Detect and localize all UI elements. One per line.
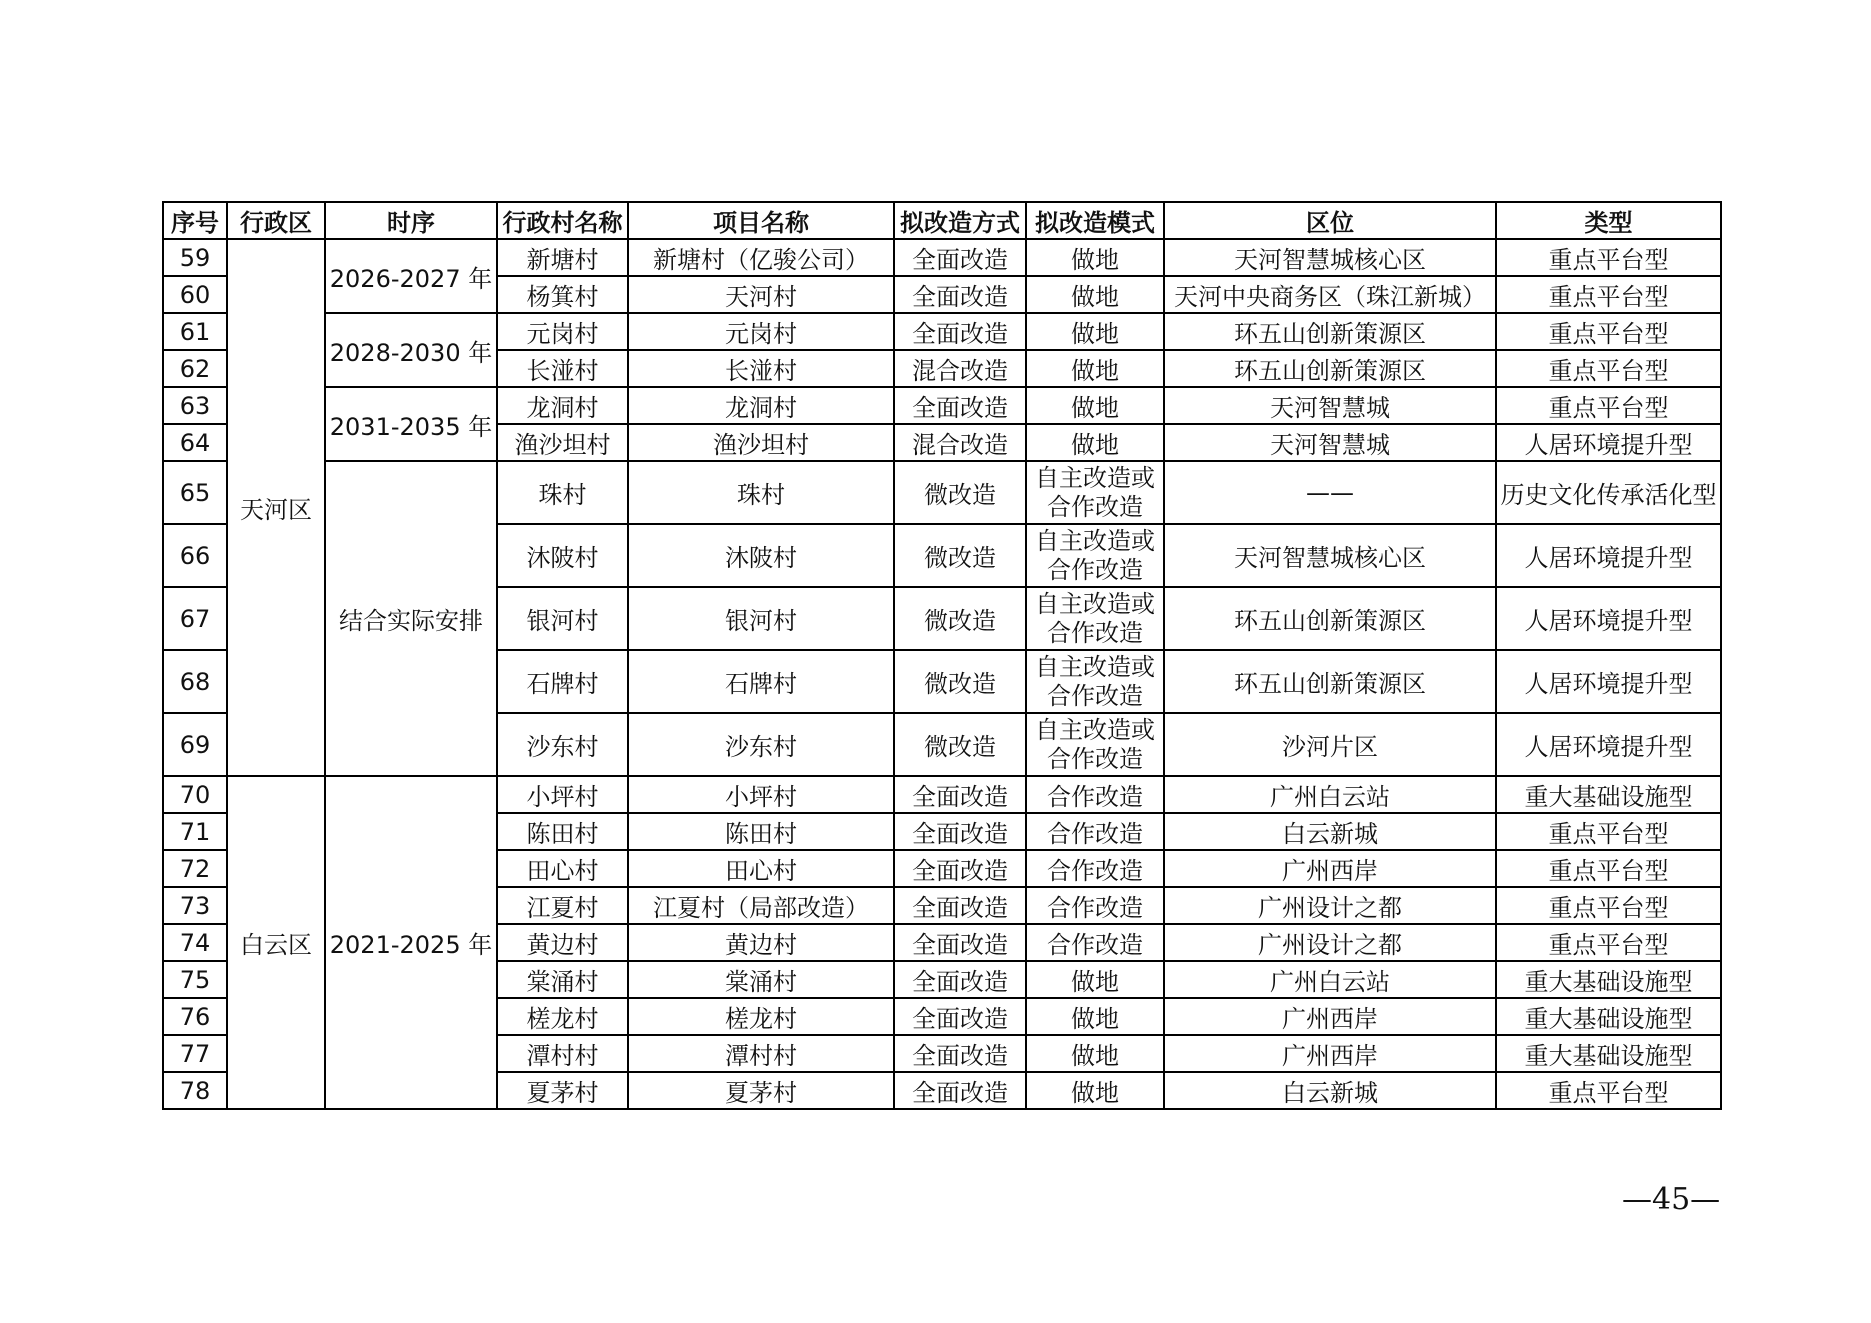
project-name: 陈田村 <box>628 813 894 850</box>
project-type: 重点平台型 <box>1496 887 1721 924</box>
row-number: 59 <box>163 239 227 276</box>
period-cell: 2021-2025 年 <box>325 776 497 1109</box>
header-cell-village: 行政村名称 <box>497 202 628 239</box>
project-name: 龙洞村 <box>628 387 894 424</box>
renovation-mode: 合作改造 <box>1026 850 1164 887</box>
project-type: 人居环境提升型 <box>1496 650 1721 713</box>
village-name: 元岗村 <box>497 313 628 350</box>
village-name: 沙东村 <box>497 713 628 776</box>
period-cell: 2031-2035 年 <box>325 387 497 461</box>
header-cell-district: 行政区 <box>227 202 325 239</box>
location: 天河智慧城核心区 <box>1164 524 1496 587</box>
project-name: 新塘村（亿骏公司） <box>628 239 894 276</box>
row-number: 62 <box>163 350 227 387</box>
project-name: 长湴村 <box>628 350 894 387</box>
project-type: 重点平台型 <box>1496 924 1721 961</box>
project-name: 槎龙村 <box>628 998 894 1035</box>
village-name: 潭村村 <box>497 1035 628 1072</box>
row-number: 77 <box>163 1035 227 1072</box>
renovation-method: 微改造 <box>894 524 1026 587</box>
district-cell: 白云区 <box>227 776 325 1109</box>
location: 广州设计之都 <box>1164 924 1496 961</box>
location: 广州西岸 <box>1164 998 1496 1035</box>
renovation-method: 全面改造 <box>894 313 1026 350</box>
village-name: 夏茅村 <box>497 1072 628 1109</box>
row-number: 69 <box>163 713 227 776</box>
location: 沙河片区 <box>1164 713 1496 776</box>
project-name: 小坪村 <box>628 776 894 813</box>
renovation-method: 微改造 <box>894 461 1026 524</box>
location: 广州西岸 <box>1164 850 1496 887</box>
project-type: 历史文化传承活化型 <box>1496 461 1721 524</box>
renovation-mode: 做地 <box>1026 1035 1164 1072</box>
village-name: 棠涌村 <box>497 961 628 998</box>
location: 天河智慧城 <box>1164 387 1496 424</box>
renovation-mode: 合作改造 <box>1026 813 1164 850</box>
row-number: 74 <box>163 924 227 961</box>
project-name: 沙东村 <box>628 713 894 776</box>
location: 天河中央商务区（珠江新城） <box>1164 276 1496 313</box>
renovation-method: 混合改造 <box>894 350 1026 387</box>
project-name: 夏茅村 <box>628 1072 894 1109</box>
project-name: 元岗村 <box>628 313 894 350</box>
renovation-mode: 自主改造或合作改造 <box>1026 587 1164 650</box>
location: 环五山创新策源区 <box>1164 587 1496 650</box>
table-row <box>163 313 1721 350</box>
renovation-mode: 合作改造 <box>1026 776 1164 813</box>
renovation-method: 微改造 <box>894 713 1026 776</box>
header-cell-location: 区位 <box>1164 202 1496 239</box>
project-type: 重点平台型 <box>1496 1072 1721 1109</box>
project-name: 黄边村 <box>628 924 894 961</box>
renovation-mode: 自主改造或合作改造 <box>1026 524 1164 587</box>
village-name: 长湴村 <box>497 350 628 387</box>
village-name: 江夏村 <box>497 887 628 924</box>
period-cell: 结合实际安排 <box>325 461 497 776</box>
location: —— <box>1164 461 1496 524</box>
renovation-mode: 做地 <box>1026 276 1164 313</box>
renovation-method: 全面改造 <box>894 813 1026 850</box>
renovation-mode: 做地 <box>1026 1072 1164 1109</box>
renovation-mode: 做地 <box>1026 424 1164 461</box>
project-type: 人居环境提升型 <box>1496 587 1721 650</box>
renovation-mode: 合作改造 <box>1026 924 1164 961</box>
location: 广州设计之都 <box>1164 887 1496 924</box>
table-row <box>163 239 1721 276</box>
renovation-mode: 做地 <box>1026 998 1164 1035</box>
renovation-method: 全面改造 <box>894 1035 1026 1072</box>
location: 白云新城 <box>1164 813 1496 850</box>
village-name: 珠村 <box>497 461 628 524</box>
village-name: 沐陂村 <box>497 524 628 587</box>
project-type: 重点平台型 <box>1496 813 1721 850</box>
village-name: 田心村 <box>497 850 628 887</box>
header-cell-project: 项目名称 <box>628 202 894 239</box>
project-name: 潭村村 <box>628 1035 894 1072</box>
renovation-method: 全面改造 <box>894 387 1026 424</box>
project-type: 重点平台型 <box>1496 239 1721 276</box>
project-type: 重大基础设施型 <box>1496 998 1721 1035</box>
row-number: 71 <box>163 813 227 850</box>
row-number: 64 <box>163 424 227 461</box>
renovation-mode: 做地 <box>1026 350 1164 387</box>
header-row <box>163 202 1721 239</box>
row-number: 61 <box>163 313 227 350</box>
table-row <box>163 461 1721 524</box>
village-name: 小坪村 <box>497 776 628 813</box>
location: 白云新城 <box>1164 1072 1496 1109</box>
row-number: 66 <box>163 524 227 587</box>
row-number: 75 <box>163 961 227 998</box>
project-type: 重点平台型 <box>1496 850 1721 887</box>
project-type: 重大基础设施型 <box>1496 961 1721 998</box>
page-number: —45— <box>1622 1182 1721 1217</box>
location: 广州白云站 <box>1164 776 1496 813</box>
village-name: 龙洞村 <box>497 387 628 424</box>
renovation-mode: 做地 <box>1026 239 1164 276</box>
project-name: 珠村 <box>628 461 894 524</box>
renovation-mode: 自主改造或合作改造 <box>1026 713 1164 776</box>
project-name: 石牌村 <box>628 650 894 713</box>
project-name: 银河村 <box>628 587 894 650</box>
location: 广州西岸 <box>1164 1035 1496 1072</box>
renovation-method: 全面改造 <box>894 776 1026 813</box>
renovation-method: 全面改造 <box>894 850 1026 887</box>
project-type: 重点平台型 <box>1496 313 1721 350</box>
renovation-mode: 自主改造或合作改造 <box>1026 461 1164 524</box>
project-type: 重点平台型 <box>1496 276 1721 313</box>
row-number: 70 <box>163 776 227 813</box>
renovation-mode: 自主改造或合作改造 <box>1026 650 1164 713</box>
project-type: 人居环境提升型 <box>1496 424 1721 461</box>
renovation-method: 全面改造 <box>894 961 1026 998</box>
period-cell: 2026-2027 年 <box>325 239 497 313</box>
village-name: 银河村 <box>497 587 628 650</box>
district-cell: 天河区 <box>227 239 325 776</box>
row-number: 78 <box>163 1072 227 1109</box>
renovation-mode: 做地 <box>1026 387 1164 424</box>
header-cell-mode: 拟改造模式 <box>1026 202 1164 239</box>
project-name: 天河村 <box>628 276 894 313</box>
renovation-mode: 做地 <box>1026 313 1164 350</box>
village-name: 渔沙坦村 <box>497 424 628 461</box>
period-cell: 2028-2030 年 <box>325 313 497 387</box>
renovation-method: 微改造 <box>894 587 1026 650</box>
row-number: 73 <box>163 887 227 924</box>
project-type: 人居环境提升型 <box>1496 713 1721 776</box>
row-number: 63 <box>163 387 227 424</box>
renovation-method: 微改造 <box>894 650 1026 713</box>
renovation-method: 全面改造 <box>894 998 1026 1035</box>
project-name: 渔沙坦村 <box>628 424 894 461</box>
header-cell-method: 拟改造方式 <box>894 202 1026 239</box>
project-type: 重大基础设施型 <box>1496 776 1721 813</box>
renovation-method: 全面改造 <box>894 276 1026 313</box>
row-number: 68 <box>163 650 227 713</box>
village-name: 石牌村 <box>497 650 628 713</box>
row-number: 65 <box>163 461 227 524</box>
location: 天河智慧城 <box>1164 424 1496 461</box>
project-name: 江夏村（局部改造） <box>628 887 894 924</box>
project-type: 重大基础设施型 <box>1496 1035 1721 1072</box>
header-cell-no: 序号 <box>163 202 227 239</box>
village-name: 槎龙村 <box>497 998 628 1035</box>
row-number: 72 <box>163 850 227 887</box>
location: 环五山创新策源区 <box>1164 313 1496 350</box>
project-type: 重点平台型 <box>1496 350 1721 387</box>
renovation-method: 全面改造 <box>894 887 1026 924</box>
renovation-method: 全面改造 <box>894 924 1026 961</box>
project-name: 棠涌村 <box>628 961 894 998</box>
renovation-method: 混合改造 <box>894 424 1026 461</box>
table-row <box>163 776 1721 813</box>
row-number: 60 <box>163 276 227 313</box>
project-name: 田心村 <box>628 850 894 887</box>
renovation-method: 全面改造 <box>894 239 1026 276</box>
project-type: 重点平台型 <box>1496 387 1721 424</box>
renovation-mode: 合作改造 <box>1026 887 1164 924</box>
header-cell-type: 类型 <box>1496 202 1721 239</box>
village-name: 黄边村 <box>497 924 628 961</box>
project-name: 沐陂村 <box>628 524 894 587</box>
location: 环五山创新策源区 <box>1164 350 1496 387</box>
row-number: 67 <box>163 587 227 650</box>
village-name: 杨箕村 <box>497 276 628 313</box>
renovation-mode: 做地 <box>1026 961 1164 998</box>
row-number: 76 <box>163 998 227 1035</box>
location: 天河智慧城核心区 <box>1164 239 1496 276</box>
renovation-method: 全面改造 <box>894 1072 1026 1109</box>
header-cell-period: 时序 <box>325 202 497 239</box>
village-name: 新塘村 <box>497 239 628 276</box>
project-type: 人居环境提升型 <box>1496 524 1721 587</box>
village-name: 陈田村 <box>497 813 628 850</box>
location: 广州白云站 <box>1164 961 1496 998</box>
location: 环五山创新策源区 <box>1164 650 1496 713</box>
table-row <box>163 387 1721 424</box>
renovation-project-table <box>162 201 1722 1110</box>
